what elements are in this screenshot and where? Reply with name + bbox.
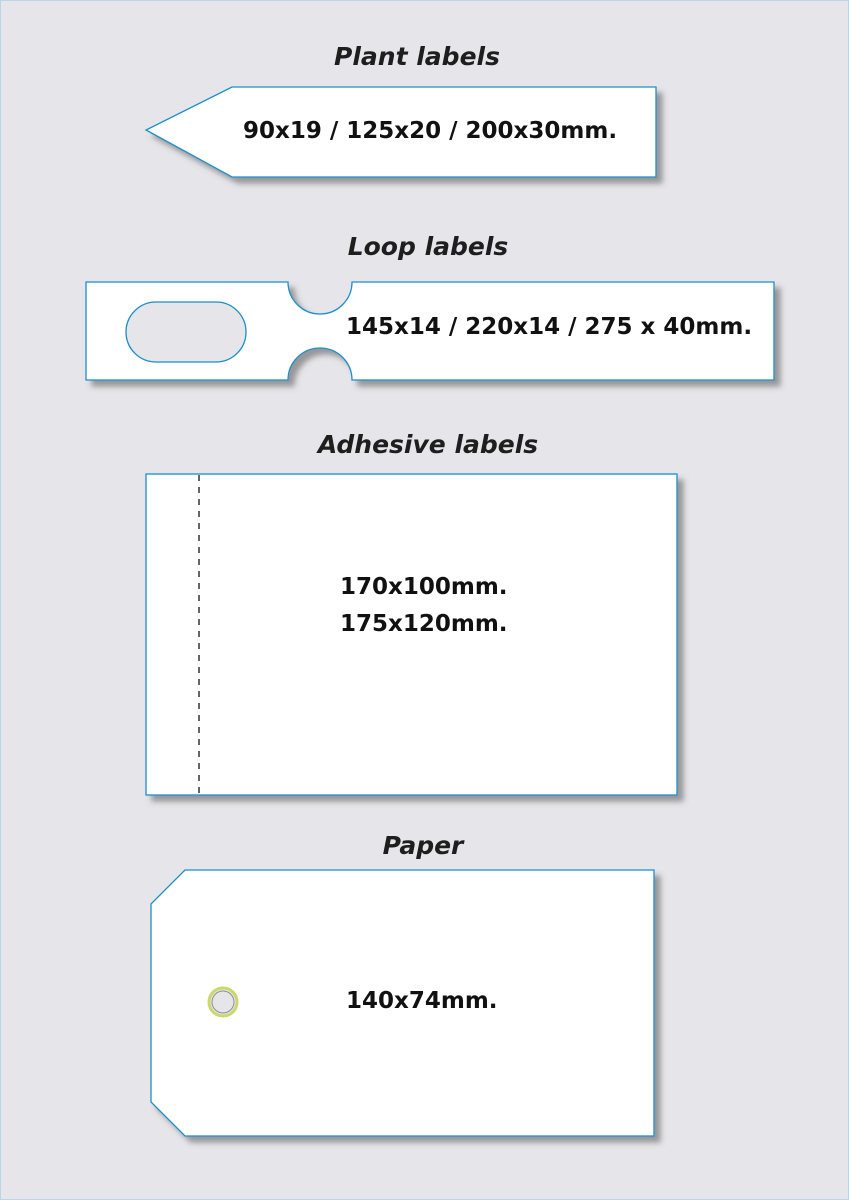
- adhesive-labels-heading: Adhesive labels: [317, 430, 539, 459]
- adhesive-label-shape: [140, 468, 700, 813]
- loop-labels-heading: Loop labels: [347, 232, 509, 261]
- loop-label-sizes: 145x14 / 220x14 / 275 x 40mm.: [346, 314, 753, 340]
- plant-label-sizes: 90x19 / 125x20 / 200x30mm.: [243, 118, 618, 144]
- paper-tag-size: 140x74mm.: [346, 988, 498, 1014]
- eyelet-hole: [209, 988, 237, 1016]
- paper-heading: Paper: [382, 831, 464, 860]
- adhesive-label-size-1: 170x100mm.: [340, 574, 508, 600]
- adhesive-label-size-2: 175x120mm.: [340, 611, 508, 637]
- plant-labels-heading: Plant labels: [334, 42, 500, 71]
